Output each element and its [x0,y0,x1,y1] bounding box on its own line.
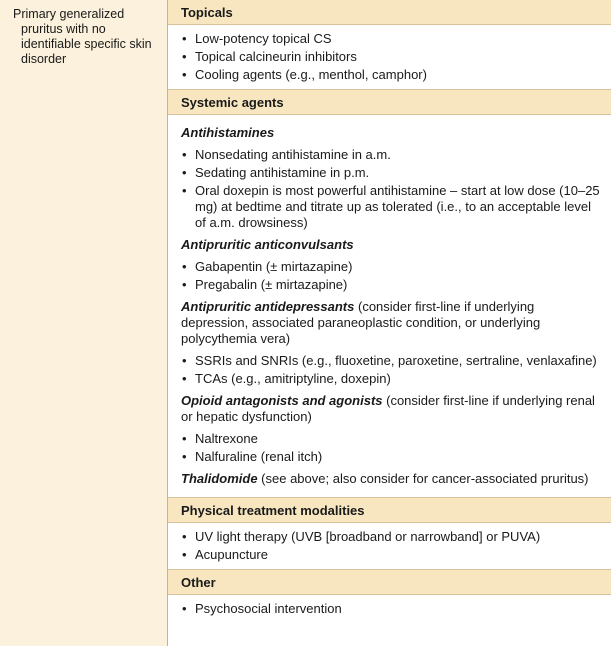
bullet-icon: • [182,431,187,446]
subhead-thalidomide: Thalidomide (see above; also consider for cancer-associated pruritus) [181,471,589,486]
bullet-icon: • [182,49,187,64]
section-header-systemic: Systemic agents [168,89,611,115]
list-item: • Cooling agents (e.g., menthol, camphor) [182,67,427,82]
bullet-icon: • [182,353,187,368]
topicals-list [181,31,601,83]
antihistamines-list [181,147,601,231]
bullet-icon: • [182,547,187,562]
section-body-physical [168,523,611,569]
list-item: • Acupuncture [182,547,268,562]
list-item: • Psychosocial intervention [182,601,342,616]
list-item: • Topical calcineurin inhibitors [182,49,357,64]
list-item: • Oral doxepin is most powerful antihistamine – start at low dose (10–25 mg) at bedtime and titrate up as tolerated (i.e., to an acceptable level of a.m. drowsiness) [182,183,600,230]
bullet-icon: • [182,259,187,274]
anticonvulsants-group [181,237,601,293]
list-item: • Nalfuraline (renal itch) [182,449,323,464]
antidepressants-list [181,353,601,387]
section-body-systemic [168,115,611,497]
list-item: • SSRIs and SNRIs (e.g., fluoxetine, paroxetine, sertraline, venlaxafine) [182,353,597,368]
condition-label: Primary generalized pruritus with no identifiable specific skin disorder [13,7,152,66]
list-item: • Sedating antihistamine in p.m. [182,165,370,180]
opioids-group [181,393,601,465]
section-header-topicals: Topicals [168,0,611,25]
list-item: • UV light therapy (UVB [broadband or narrowband] or PUVA) [182,529,541,544]
list-item: • Low-potency topical CS [182,31,332,46]
antihistamines-group [181,125,601,231]
bullet-icon: • [182,277,187,292]
list-item: • Naltrexone [182,431,258,446]
bullet-icon: • [182,165,187,180]
bullet-icon: • [182,147,187,162]
bullet-icon: • [182,529,187,544]
opioids-list [181,431,601,465]
bullet-icon: • [182,67,187,82]
antidepressants-group [181,299,601,387]
physical-list [181,529,601,563]
bullet-icon: • [182,31,187,46]
subhead-antidepressants: Antipruritic antidepressants (consider first-line if underlying depression, associated paraneoplastic condition, or underlying polycythemia vera) [181,299,541,346]
section-header-other: Other [168,569,611,595]
section-body-topicals [168,25,611,89]
bullet-icon: • [182,601,187,616]
section-header-physical: Physical treatment modalities [168,497,611,523]
bullet-icon: • [182,449,187,464]
bullet-icon: • [182,183,187,198]
subhead-anticonvulsants: Antipruritic anticonvulsants [181,237,354,252]
list-item: • Nonsedating antihistamine in a.m. [182,147,391,162]
section-body-other [168,595,611,623]
anticonvulsants-list [181,259,601,293]
list-item: • TCAs (e.g., amitriptyline, doxepin) [182,371,391,386]
other-list [181,601,601,617]
thalidomide-group [181,471,601,487]
subhead-opioids: Opioid antagonists and agonists (consider first-line if underlying renal or hepatic dysfunction) [181,393,595,424]
bullet-icon: • [182,371,187,386]
treatment-column [168,0,611,646]
subhead-antihistamines: Antihistamines [181,125,275,140]
list-item: • Pregabalin (± mirtazapine) [182,277,348,292]
list-item: • Gabapentin (± mirtazapine) [182,259,353,274]
condition-cell [0,0,168,646]
